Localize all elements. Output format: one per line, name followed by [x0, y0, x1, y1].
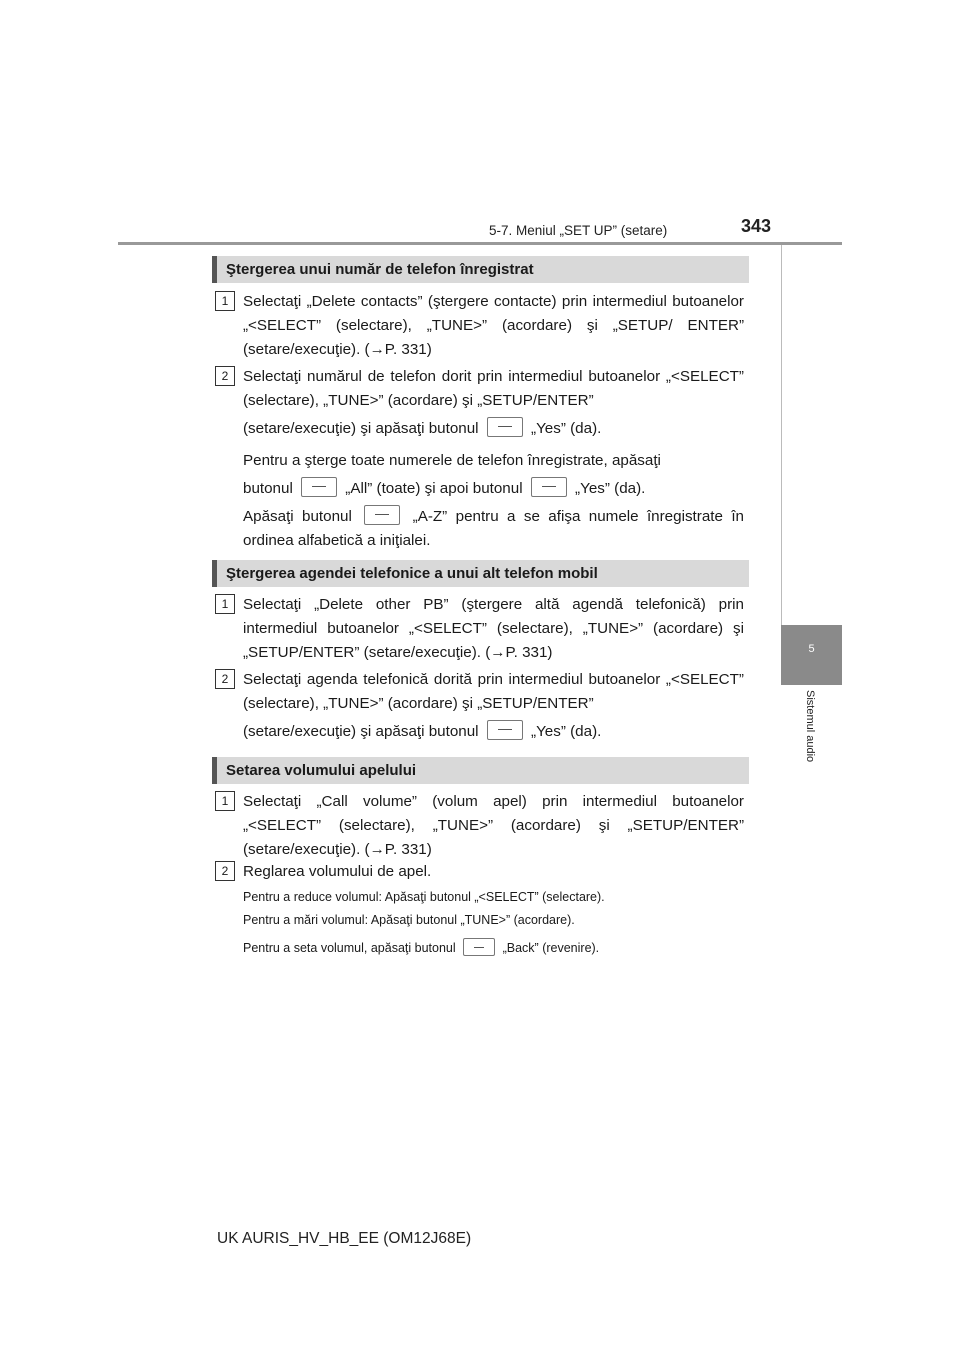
step-extra-text	[243, 477, 744, 501]
step-text-line: „All” (toate) şi apoi butonul	[345, 480, 523, 497]
note-text-line: Pentru a seta volumul, apăsaţi butonul	[243, 941, 456, 955]
step-text	[243, 417, 744, 441]
button-icon	[364, 505, 400, 525]
chapter-tab	[781, 625, 842, 685]
section-heading-text: Ştergerea agendei telefonice a unui alt telefon mobil	[226, 565, 598, 582]
note-text: Pentru a reduce volumul: Apăsaţi butonul „<SELECT” (selectare).	[243, 890, 605, 904]
step-extra-text	[243, 449, 744, 473]
button-icon	[487, 417, 523, 437]
step-number-badge: 2	[215, 669, 235, 689]
step-text	[243, 720, 744, 744]
step-number-badge: 2	[215, 861, 235, 881]
running-header: 5-7. Meniul „SET UP” (setare)	[489, 223, 668, 238]
step-extra-text	[243, 505, 744, 553]
step-text: Selectaţi „Delete other PB” (ştergere altă agendă telefonică) prin intermediul butoanelor „<SELECT” (selectare), „TUNE>” (acordare) şi „SETUP/ENTER” (setare/execuţie). (→P. 331)	[243, 596, 744, 661]
button-icon	[531, 477, 567, 497]
document-code-footer: UK AURIS_HV_HB_EE (OM12J68E)	[217, 1230, 472, 1247]
step-text-line: Selectaţi numărul de telefon dorit prin intermediul butoanelor „<SELECT” (selectare), „TUNE>” (acordare) şi „SETUP/ENTER”	[243, 368, 744, 409]
step-text-line: „Yes” (da).	[531, 420, 602, 437]
step-text: Selectaţi „Delete contacts” (ştergere contacte) prin intermediul butoanelor „<SELECT” (selectare), „TUNE>” (acordare) şi „SETUP/ ENTER” (setare/execuţie). (→P. 331)	[243, 293, 744, 358]
step-text: Reglarea volumului de apel.	[243, 863, 432, 880]
chapter-number: 5	[808, 643, 815, 655]
chapter-label: Sistemul audio	[804, 690, 816, 763]
section-heading-text: Setarea volumului apelului	[226, 762, 417, 779]
step-text-line: (setare/execuţie) şi apăsaţi butonul	[243, 420, 479, 437]
note-text-line: „Back” (revenire).	[502, 941, 600, 955]
button-icon	[463, 938, 495, 956]
page-number: 343	[741, 216, 772, 236]
section-heading-text: Ştergerea unui număr de telefon înregistrat	[226, 261, 534, 278]
step-text-line: Selectaţi agenda telefonică dorită prin intermediul butoanelor „<SELECT” (selectare), „TUNE>” (acordare) şi „SETUP/ENTER”	[243, 671, 744, 712]
section-heading-call-volume	[212, 757, 749, 784]
button-icon	[487, 720, 523, 740]
step-number-badge: 1	[215, 791, 235, 811]
step-text-line: Pentru a şterge toate numerele de telefon înregistrate, apăsaţi	[243, 452, 661, 469]
side-rule	[781, 245, 782, 625]
note-text	[243, 938, 744, 957]
step-number-badge: 1	[215, 291, 235, 311]
button-icon	[301, 477, 337, 497]
step-text-line: Apăsaţi butonul	[243, 508, 352, 525]
step-text: Selectaţi „Call volume” (volum apel) prin intermediul butoanelor „<SELECT” (selectare), „TUNE>” (acordare) şi „SETUP/ENTER” (setare/execuţie). (→P. 331)	[243, 793, 744, 858]
step-number-badge: 2	[215, 366, 235, 386]
step-text	[243, 365, 744, 413]
step-text-line: butonul	[243, 480, 293, 497]
step-text-line: „Yes” (da).	[531, 723, 602, 740]
note-text: Pentru a mări volumul: Apăsaţi butonul „TUNE>” (acordare).	[243, 913, 575, 927]
step-text-line: „Yes” (da).	[575, 480, 646, 497]
step-text-line: „A-Z” pentru a se afişa numele înregistrate în ordinea alfabetică a iniţialei.	[243, 508, 744, 549]
section-heading-delete-phonebook	[212, 560, 749, 587]
header-rule	[118, 242, 842, 245]
step-text-line: (setare/execuţie) şi apăsaţi butonul	[243, 723, 479, 740]
step-number-badge: 1	[215, 594, 235, 614]
section-heading-delete-number	[212, 256, 749, 283]
step-text	[243, 668, 744, 716]
